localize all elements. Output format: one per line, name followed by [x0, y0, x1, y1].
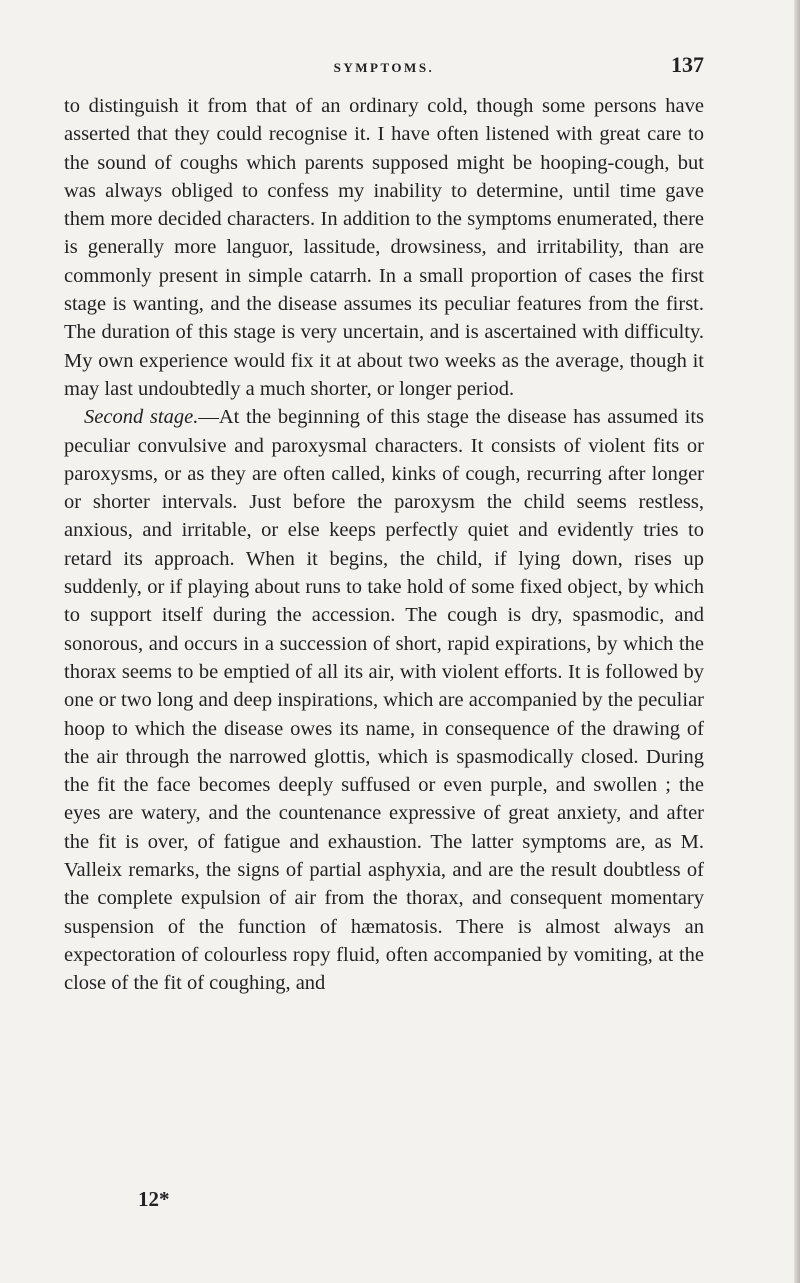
page-number: 137	[671, 52, 704, 77]
body-text	[64, 92, 704, 998]
signature-mark: 12*	[138, 1187, 170, 1211]
paragraph-2	[64, 403, 704, 997]
page-edge	[794, 0, 800, 1283]
running-title: SYMPTOMS.	[333, 60, 435, 75]
running-header	[64, 52, 704, 84]
section-heading-second-stage: Second stage.	[84, 406, 199, 429]
paragraph-1: to distinguish it from that of an ordinary cold, though some persons have asserted that they could recognise it. I have often listened with great care to the sound of coughs which parents supposed might be hooping-cough, but was always obliged to confess my inability to determine, until time gave them more decided characters. In addition to the symptoms enumerated, there is generally more languor, lassitude, drowsiness, and irritability, than are commonly present in simple catarrh. In a small proportion of cases the first stage is wanting, and the disease assumes its peculiar features from the first. The duration of this stage is very uncertain, and is ascertained with difficulty. My own experience would fix it at about two weeks as the average, though it may last undoubtedly a much shorter, or longer period.	[64, 95, 704, 400]
paragraph-2-text: —At the beginning of this stage the disease has assumed its peculiar convulsive and paroxysmal characters. It consists of violent fits or paroxysms, or as they are often called, kinks of cough, recurring after longer or shorter intervals. Just before the paroxysm the child seems restless, anxious, and irritable, or else keeps perfectly quiet and evidently tries to retard its approach. When it begins, the child, if lying down, rises up suddenly, or if playing about runs to take hold of some fixed object, by which to support itself during the accession. The cough is dry, spasmodic, and sonorous, and occurs in a succession of short, rapid expirations, by which the thorax seems to be emptied of all its air, with violent efforts. It is followed by one or two long and deep inspirations, which are accompanied by the peculiar hoop to which the disease owes its name, in consequence of the drawing of the air through the narrowed glottis, which is spasmodically closed. During the fit the face becomes deeply suffused or even purple, and swollen ; the eyes are watery, and the countenance expressive of great anxiety, and after the fit is over, of fatigue and exhaustion. The latter symptoms are, as M. Valleix remarks, the signs of partial asphyxia, and are the result doubtless of the complete expulsion of air from the thorax, and consequent momentary suspension of the function of hæmatosis. There is almost always an expectoration of colourless ropy fluid, often accompanied by vomiting, at the close of the fit of coughing, and	[64, 406, 704, 995]
